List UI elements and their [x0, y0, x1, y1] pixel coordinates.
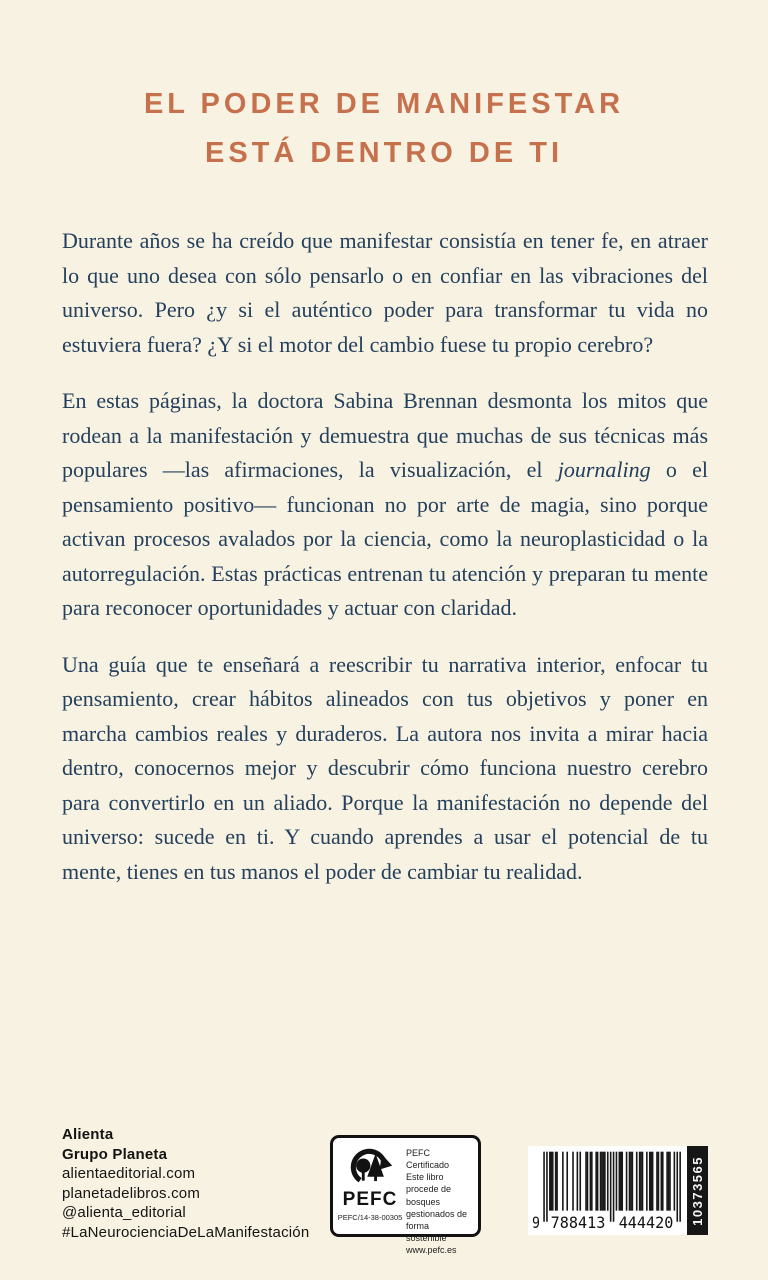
publisher-line: @alienta_editorial	[62, 1204, 186, 1221]
barcode-area	[528, 1146, 687, 1235]
paragraph-text: Una guía que te enseñará a reescribir tu narrativa interior, enfocar tu pensamiento, crear hábitos alineados con tus objetivos y poner en marcha cambios reales y duraderos. La autora nos invita a mirar hacia dentro, conocernos mejor y descubrir cómo funciona nuestro cerebro para convertirlo en un aliado. Porque la manifestación no depende del universo: sucede en ti. Y cuando aprendes a usar el potencial de tu mente, tienes en tus manos el poder de cambiar tu realidad.	[62, 651, 708, 884]
svg-text:9: 9	[532, 1213, 541, 1233]
paragraph-text: Durante años se ha creído que manifestar consistía en tener fe, en atraer lo que uno desea con sólo pensarlo o en confiar en las vibraciones del universo. Pero ¿y si el auténtico poder para transformar tu vida no estuviera fuera? ¿Y si el motor del cambio fuese tu propio cerebro?	[62, 228, 708, 357]
pefc-cert-number: PEFC/14-38-00305	[337, 1213, 403, 1222]
pefc-wordmark: PEFC	[342, 1189, 398, 1210]
pefc-trees-icon	[345, 1145, 395, 1191]
body-paragraphs	[62, 224, 708, 889]
pefc-right-column	[406, 1145, 470, 1256]
book-back-cover	[0, 80, 768, 1280]
svg-text:788413: 788413	[550, 1213, 606, 1233]
body-paragraph	[62, 648, 708, 890]
body-paragraph	[62, 224, 708, 362]
publisher-line: alientaeditorial.com	[62, 1165, 196, 1182]
body-paragraph	[62, 384, 708, 626]
pefc-left-column	[337, 1145, 403, 1229]
pefc-claim: Este libro procede de bosques gestionados de forma sostenible	[406, 1172, 468, 1243]
side-code: 10373565	[690, 1155, 705, 1226]
paragraph-text: o el pensamiento positivo— funcionan no por arte de magia, sino porque activan procesos avalados por la ciencia, como la neuroplasticidad o la autorregulación. Estas prácticas entrenan tu atención y preparan tu mente para reconocer oportunidades y actuar con claridad.	[62, 457, 708, 620]
barcode-label	[528, 1146, 708, 1235]
publisher-line: #LaNeurocienciaDeLaManifestación	[62, 1223, 310, 1241]
ean13-barcode	[530, 1148, 686, 1234]
svg-text:444420: 444420	[618, 1213, 674, 1233]
italic-text: journaling	[557, 457, 651, 482]
barcode-side-strip	[687, 1146, 708, 1235]
publisher-block	[62, 1125, 309, 1242]
publisher-line: Grupo Planeta	[62, 1145, 168, 1163]
pefc-label	[330, 1135, 481, 1256]
publisher-line: planetadelibros.com	[62, 1184, 201, 1202]
headline-line-1: EL PODER DE MANIFESTAR	[143, 88, 625, 120]
pefc-certified-label: PEFC Certificado	[406, 1148, 450, 1171]
paragraph-text: En estas páginas, la doctora Sabina Brennan desmonta los mitos que rodean a la manifestación y demuestra que muchas de sus técnicas más populares —las afirmaciones, la visualización, el	[62, 388, 708, 482]
headline	[0, 80, 768, 178]
pefc-url: www.pefc.es	[406, 1245, 457, 1256]
headline-line-2: ESTÁ DENTRO DE TI	[204, 137, 563, 169]
publisher-line: Alienta	[62, 1126, 114, 1143]
